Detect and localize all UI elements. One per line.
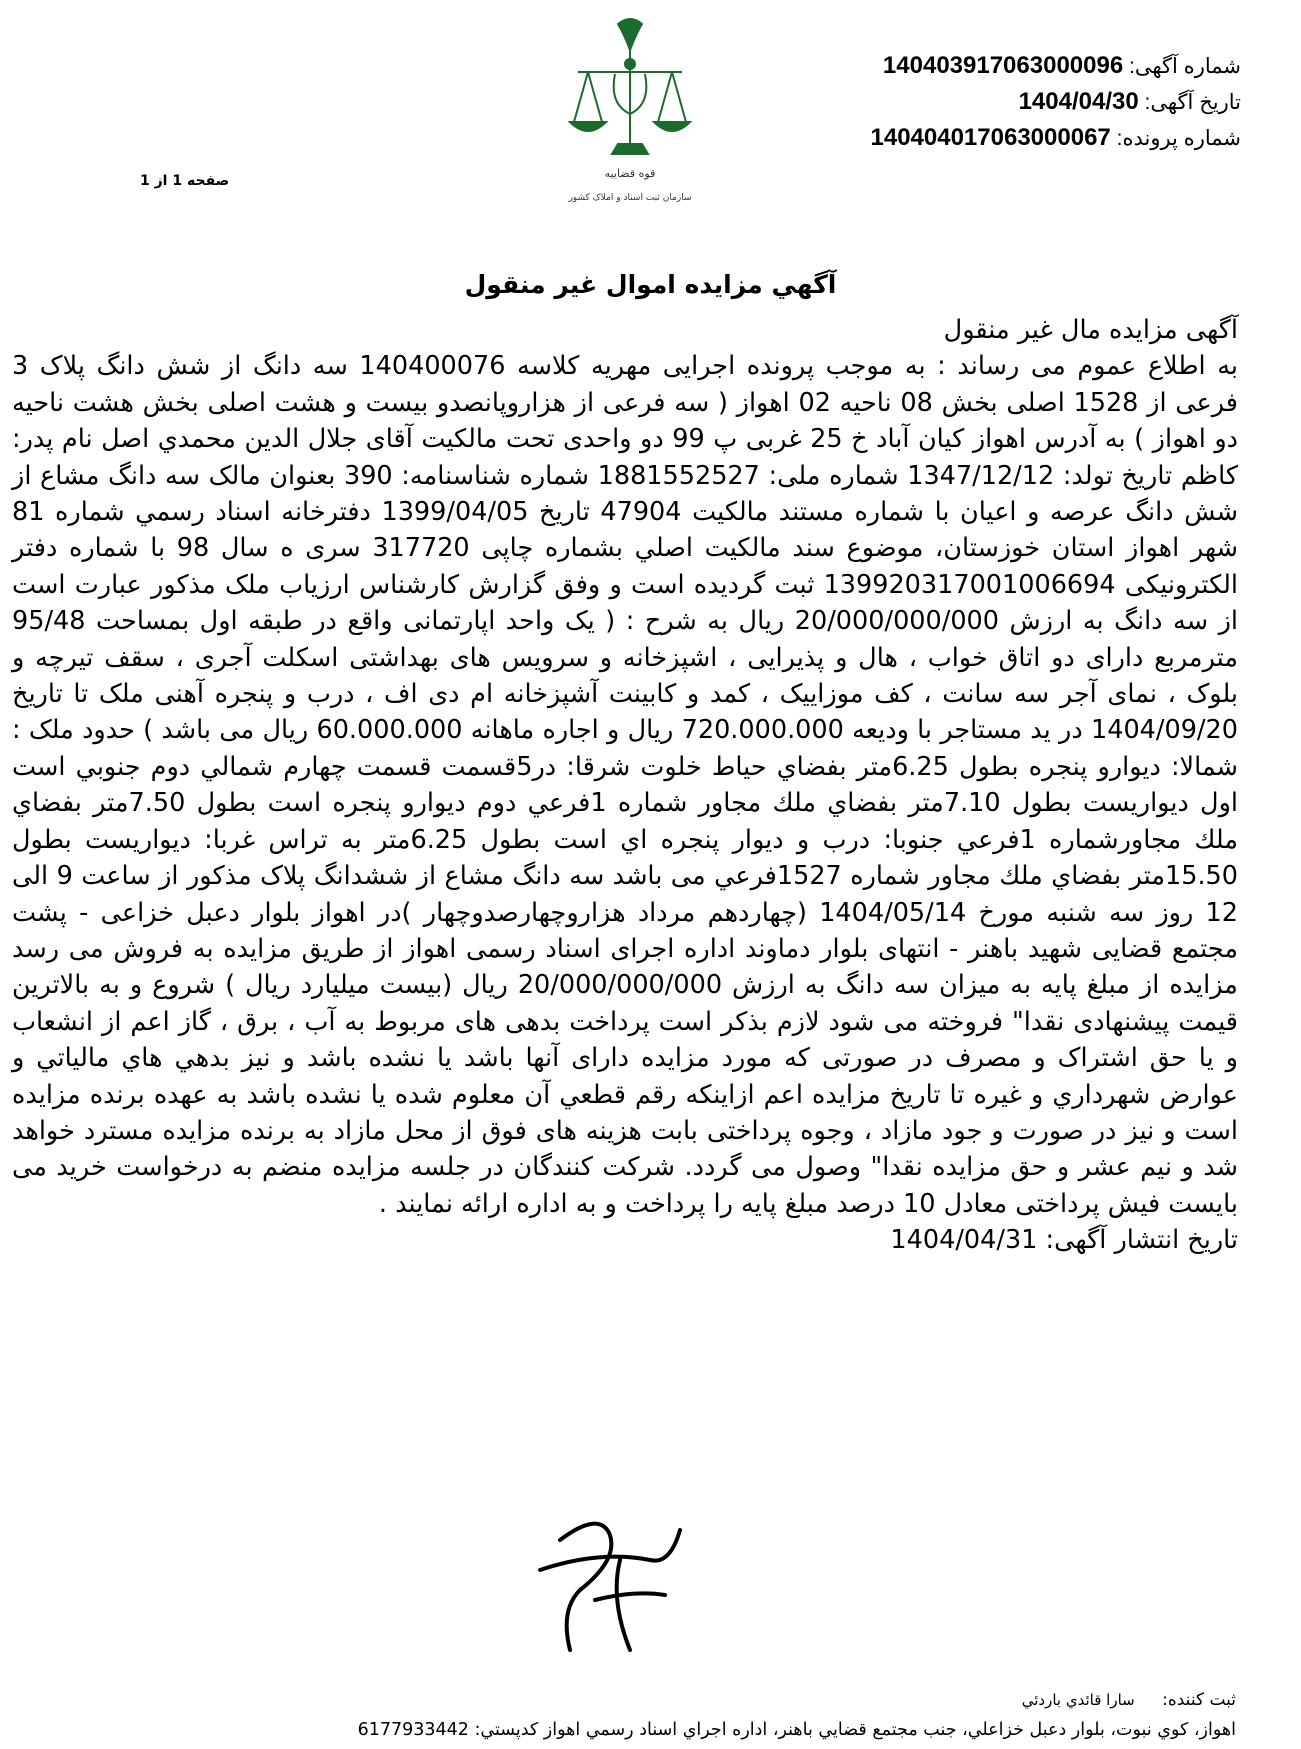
- registrar-label: ثبت كننده:: [1162, 1690, 1236, 1710]
- publish-date: 1404/04/31: [890, 1225, 1038, 1256]
- publish-date-label: تاریخ انتشار آگهی:: [1045, 1225, 1238, 1256]
- ad-date: 1404/04/30: [1018, 88, 1139, 115]
- ad-date-row: [681, 84, 1241, 120]
- body-paragraph: به اطلاع عموم می رساند : به موجب پرونده اجرایی مهریه کلاسه 140400076 سه دانگ از شش دانگ پلاک 3 فرعی از 1528 اصلی بخش 08 ناحیه 02 اهواز ( سه فرعی از هزاروپانصدو بیست و هشت اصلی بخش هشت ناحیه دو اهواز ) به آدرس اهواز کیان آباد خ 25 غربی پ 99 دو واحدی تحت مالکیت آقای جلال الدين محمدي اصل نام پدر: کاظم تاریخ تولد: 1347/12/12 شماره ملی: 1881552527 شماره شناسنامه: 390 بعنوان مالک سه دانگ مشاع از شش دانگ عرصه و اعیان با شماره مستند مالکیت 47904 تاریخ 1399/04/05 دفترخانه اسناد رسمي شماره 81 شهر اهواز استان خوزستان، موضوع سند مالکيت اصلي بشماره چاپی 317720 سری ه سال 98 با شماره دفتر الکترونیکی 139920317001006694 ثبت گردیده است و وفق گزارش کارشناس ارزیاب ملک مذکور عبارت است از سه دانگ به ارزش 20/000/000/000 ریال به شرح : ( یک واحد اپارتمانی واقع در طبقه اول بمساحت 95/48 مترمربع دارای دو اتاق خواب ، هال و پذیرایی ، اشپزخانه و سرویس های بهداشتی اسکلت آجری ، سقف تیرچه و بلوک ، نمای آجر سه سانت ، کف موزاییک ، کمد و کابینت آشپزخانه ام دی اف ، درب و پنجره آهنی ملک تا تاریخ 1404/09/20 در ید مستاجر با ودیعه 720.000.000 ریال و اجاره ماهانه 60.000.000 ریال می باشد ) حدود ملک : شمالا: ديوارو پنجره بطول 6.25متر بفضاي حياط خلوت شرقا: در5قسمت قسمت چهارم شمالي دوم جنوبي است اول ديواريست بطول 7.10متر بفضاي ملك مجاور شماره 1فرعي دوم ديوارو پنجره است بطول 7.50متر بفضاي ملك مجاورشماره 1فرعي جنوبا: درب و ديوار پنجره اي است بطول 6.25متر به تراس غربا: ديواريست بطول 15.50متر بفضاي ملك مجاور شماره 1527فرعي می باشد سه دانگ مشاع از ششدانگ پلاک مذکور از ساعت 9 الی 12 روز سه شنبه مورخ 1404/05/14 (چهاردهم مرداد هزاروچهارصدوچهار )در اهواز بلوار دعبل خزاعی - پشت مجتمع قضایی شهید باهنر - انتهای بلوار دماوند اداره اجرای اسناد رسمی اهواز از طریق مزایده به فروش می رسد مزایده از مبلغ پایه به میزان سه دانگ به ارزش 20/000/000/000 ریال (بیست میلیارد ریال ) شروع و به بالاترین قیمت پیشنهادی نقدا" فروخته می شود لازم بذکر است پرداخت بدهی های مربوط به آب ، برق ، گاز اعم از انشعاب و یا حق اشتراک و مصرف در صورتی که مورد مزایده دارای آنها باشد یا نشده باشد و نیز بدهي هاي مالياتي و عوارض شهرداري و غيره تا تاريخ مزايده اعم ازاينكه رقم قطعي آن معلوم شده يا نشده باشد به عهده برنده مزایده است و نیز در صورت و جود مازاد ، وجوه پرداختی بابت هزینه های فوق از محل مازاد به برنده مزایده مسترد خواهد شد و نیم عشر و حق مزایده نقدا" وصول می گردد. شرکت کنندگان در جلسه مزایده منضم به درخواست خرید می بایست فیش پرداختی معادل 10 درصد مبلغ پایه را پرداخت و به اداره ارائه نمایند .: [12, 351, 1239, 1219]
- ad-date-label: تاریخ آگهی:: [1144, 91, 1241, 114]
- page-indicator: صفحه 1 از 1: [140, 173, 230, 189]
- registrar-name: سارا قائدي باردئي: [1021, 1691, 1135, 1709]
- case-number: 140404017063000067: [870, 124, 1111, 151]
- case-number-label: شماره پرونده:: [1116, 127, 1241, 150]
- registrar-row: [1022, 1690, 1236, 1710]
- ad-number-row: [681, 48, 1241, 84]
- emblem-caption-bottom: سازمان ثبت اسناد و املاک کشور: [568, 193, 692, 203]
- case-number-row: [681, 120, 1241, 156]
- publish-date-row: [12, 1222, 1238, 1258]
- judiciary-emblem-logo: [560, 12, 700, 217]
- ad-number: 140403917063000096: [882, 52, 1124, 79]
- body-lead: آگهی مزایده مال غیر منقول: [943, 315, 1238, 345]
- ad-meta: [681, 48, 1241, 156]
- handwritten-signature: [500, 1500, 720, 1665]
- document-body: [12, 312, 1238, 1259]
- ad-number-label: شماره آگهی:: [1129, 55, 1241, 78]
- document-title: آگهي مزايده اموال غير منقول: [464, 270, 837, 299]
- emblem-caption-top: قوه قضاییه: [604, 167, 656, 180]
- office-address: اهواز، كوي نبوت، بلوار دعبل خزاعلي، جنب مجتمع قضايي باهنر، اداره اجراي اسناد رسمي اهواز كدپستي: 6177933442: [357, 1720, 1236, 1740]
